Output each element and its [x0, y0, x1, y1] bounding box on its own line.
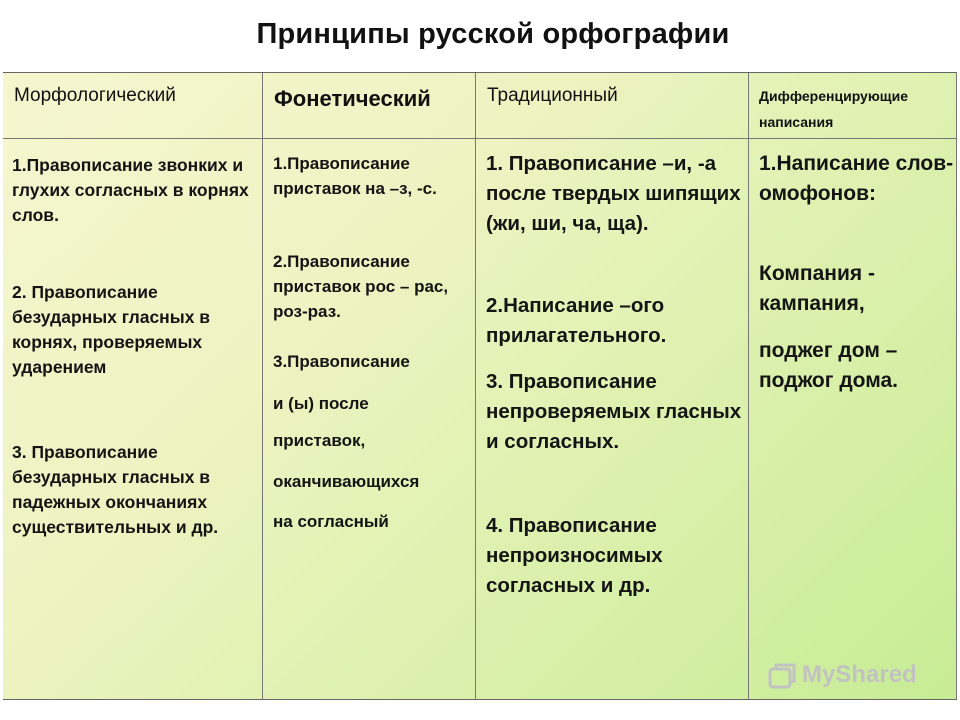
list-item: оканчивающихся [273, 472, 420, 491]
list-item: 2.Правописание приставок рос – рас, роз-раз. [273, 252, 449, 321]
column-morphological [3, 73, 262, 699]
list-item: 4. Правописание непроизносимых согласных и др. [486, 514, 663, 597]
list-item: 3.Правописание [273, 352, 410, 371]
list-item: 3. Правописание безударных гласных в падежных окончаниях существительных и др. [12, 442, 219, 537]
column-phonetic [262, 73, 475, 699]
list-item: и (ы) после [273, 394, 369, 413]
orthography-principles-table [3, 72, 957, 700]
list-item: приставок, [273, 431, 366, 450]
watermark [768, 657, 917, 693]
column-header [749, 73, 956, 139]
watermark-text: MyShared [802, 661, 917, 688]
header-label: Фонетический [274, 86, 431, 111]
column-differentiating [748, 73, 957, 699]
list-item: 2.Написание –ого прилагательного. [486, 294, 667, 347]
list-item: 1.Правописание звонких и глухих согласных в корнях слов. [12, 155, 249, 225]
column-header [263, 73, 475, 139]
header-label: Традиционный [487, 85, 618, 106]
myshared-logo-icon [768, 661, 796, 689]
column-traditional [475, 73, 748, 699]
list-item: 1. Правописание –и, -а после твердых шипящих (жи, ши, ча, ща). [486, 152, 741, 235]
list-item: 2. Правописание безударных гласных в корнях, проверяемых ударением [12, 282, 211, 377]
list-item: поджег дом – поджог дома. [759, 339, 898, 392]
list-item: 1.Написание слов-омофонов: [759, 152, 954, 205]
list-item: Компания - кампания, [759, 262, 875, 315]
header-label: Морфологический [14, 85, 176, 106]
column-header [476, 73, 748, 139]
header-label: Дифференцирующие написания [759, 88, 909, 130]
list-item: 3. Правописание непроверяемых гласных и согласных. [486, 370, 742, 453]
list-item: на согласный [273, 512, 389, 531]
page-title: Принципы русской орфографии [256, 18, 730, 50]
list-item: 1.Правописание приставок на –з, -с. [273, 154, 437, 198]
column-header [3, 73, 262, 139]
